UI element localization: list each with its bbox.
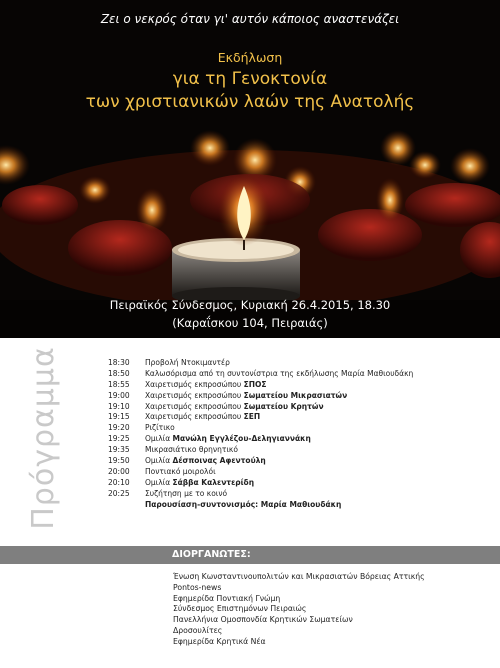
program-text xyxy=(145,412,260,423)
program-description: Ομιλία xyxy=(145,477,173,487)
program-time: 19:15 xyxy=(108,412,130,422)
program-description: Χαιρετισμός εκπροσώπου xyxy=(145,401,244,411)
program-description: Ομιλία xyxy=(145,456,173,466)
program-text xyxy=(145,369,413,380)
program-text xyxy=(145,402,324,413)
program-time: 19:10 xyxy=(108,401,130,411)
organizer-item: Ένωση Κωνσταντινουπολιτών και Μικρασιατών Βόρειας Αττικής xyxy=(173,572,425,581)
program-description: Χαιρετισμός εκπροσώπου xyxy=(145,390,244,400)
program-description: Ριζίτικο xyxy=(145,423,175,433)
program-row xyxy=(108,478,488,489)
program-row xyxy=(108,358,488,369)
program-text xyxy=(145,445,238,456)
program-description: Ποντιακό μοιρολόι xyxy=(145,466,216,476)
program-time: 20:10 xyxy=(108,477,130,487)
event-title xyxy=(0,68,500,114)
program-row xyxy=(108,445,488,456)
program-text xyxy=(145,478,254,489)
program-text xyxy=(145,358,230,369)
organizers-label: ΔΙΟΡΓΑΝΩΤΕΣ: xyxy=(172,549,251,560)
program-text xyxy=(145,391,347,402)
program-row xyxy=(108,369,488,380)
program-time: 19:20 xyxy=(108,423,130,433)
program-text xyxy=(145,467,216,478)
program-time: 20:25 xyxy=(108,488,130,498)
program-highlight: Δέσποινας Αφεντούλη xyxy=(172,456,266,466)
organizer-item: Pontos-news xyxy=(173,582,222,592)
organizer-item: Πανελλήνια Ομοσπονδία Κρητικών Σωματείων xyxy=(173,615,353,625)
program-description: Μικρασιάτικο θρηνητικό xyxy=(145,445,238,455)
venue-info xyxy=(0,296,500,332)
program-time: 19:50 xyxy=(108,456,130,466)
program-time: 19:00 xyxy=(108,390,130,400)
program-time: 18:30 xyxy=(108,358,130,367)
venue-line1: Πειραϊκός Σύνδεσμος, Κυριακή 26.4.2015, 18.30 xyxy=(109,298,391,312)
program-highlight: Παρουσίαση-συντονισμός: Μαρία Μαθιουδάκη xyxy=(145,499,342,509)
venue-line2: (Καραΐσκου 104, Πειραιάς) xyxy=(172,316,328,330)
organizer-item: Δροσουλίτες xyxy=(173,625,223,635)
program-time: 20:00 xyxy=(108,466,130,476)
program-text xyxy=(145,456,266,467)
event-title-line1: για τη Γενοκτονία xyxy=(172,69,328,89)
program-text xyxy=(145,434,311,445)
program-text xyxy=(145,489,227,500)
program-row xyxy=(108,380,488,391)
program-highlight: Μανώλη Εγγλέζου-Δεληγιαννάκη xyxy=(172,434,311,444)
program-row xyxy=(108,412,488,423)
program-highlight: ΣΕΠ xyxy=(243,412,261,422)
program-description: Συζήτηση με το κοινό xyxy=(145,488,228,498)
program-row xyxy=(108,489,488,500)
program-time: 19:25 xyxy=(108,434,130,444)
organizer-item: Σύνδεσμος Επιστημόνων Πειραιώς xyxy=(173,604,307,614)
program-highlight: Σάββα Καλεντερίδη xyxy=(172,477,255,487)
program-highlight: Σωματείου Κρητών xyxy=(243,401,324,411)
organizer-item: Εφημερίδα Ποντιακή Γνώμη xyxy=(173,593,281,603)
program-description: Προβολή Ντοκιμαντέρ xyxy=(145,358,230,367)
program-highlight: ΣΠΟΣ xyxy=(243,379,267,389)
program-description: Χαιρετισμός εκπροσώπου xyxy=(145,379,244,389)
organizers-list xyxy=(173,572,493,648)
program-text xyxy=(145,500,341,511)
program-row xyxy=(108,434,488,445)
program-row xyxy=(108,423,488,434)
event-label: Εκδήλωση xyxy=(217,50,283,65)
program-row xyxy=(108,391,488,402)
program-description: Ομιλία xyxy=(145,434,173,444)
program-time: 19:35 xyxy=(108,445,130,455)
program-row xyxy=(108,467,488,478)
program-text xyxy=(145,423,175,434)
program-description: Καλωσόρισμα από τη συντονίστρια της εκδήλωσης Μαρία Μαθιουδάκη xyxy=(145,368,414,378)
organizers-bar xyxy=(0,546,500,564)
program-side-title: Πρόγραμμα xyxy=(26,346,61,530)
program-highlight: Σωματείου Μικρασιατών xyxy=(243,390,348,400)
program-row xyxy=(108,456,488,467)
program-row xyxy=(108,402,488,413)
program-description: Χαιρετισμός εκπροσώπου xyxy=(145,412,244,422)
program-list xyxy=(108,358,488,510)
motto-text: Ζει ο νεκρός όταν γι' αυτόν κάποιος αναστενάζει xyxy=(100,12,400,26)
program-row xyxy=(108,500,488,511)
program-time: 18:55 xyxy=(108,379,130,389)
program-text xyxy=(145,380,267,391)
event-title-line2: των χριστιανικών λαών της Ανατολής xyxy=(85,92,415,112)
program-time: 18:50 xyxy=(108,368,130,378)
program-time xyxy=(108,500,145,511)
organizer-item: Εφημερίδα Κρητικά Νέα xyxy=(173,636,266,646)
